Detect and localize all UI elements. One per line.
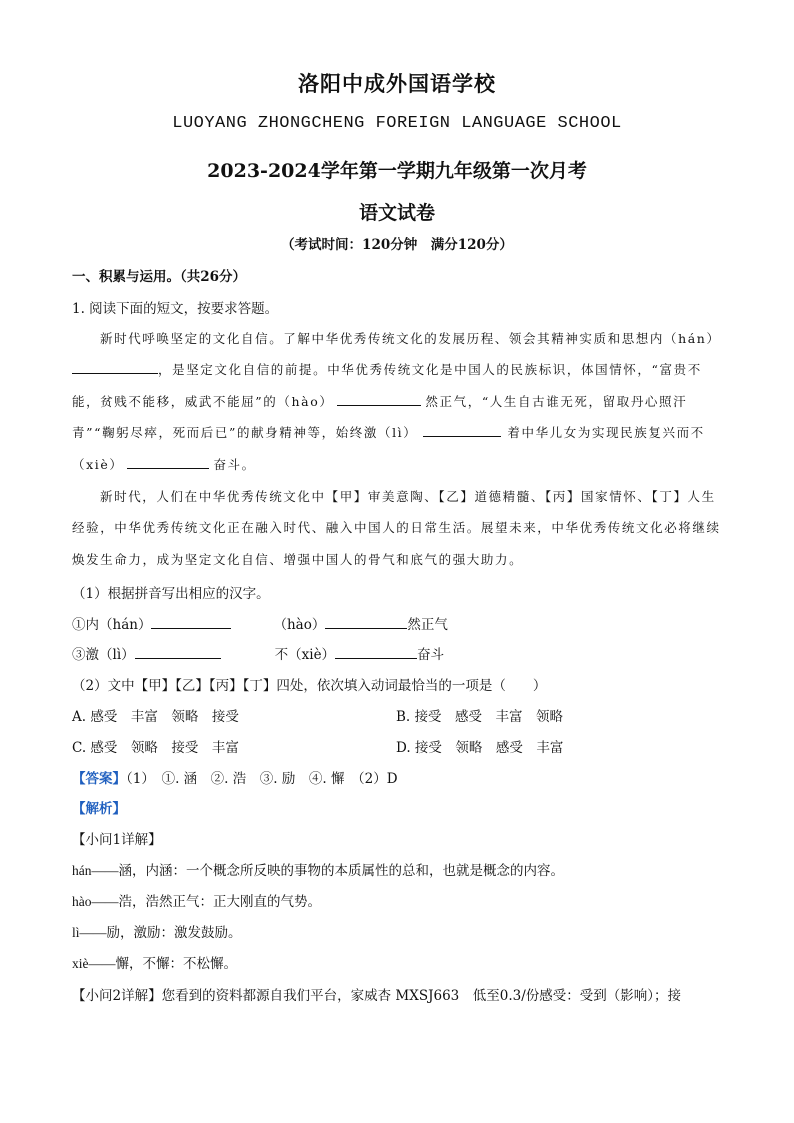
passage-line: （xiè） 奋斗。 [72, 457, 256, 472]
sub-question-1: （1）根据拼音写出相应的汉字。 [72, 586, 270, 602]
analysis-subtitle: 【小问1详解】 [72, 832, 162, 848]
answer-blank[interactable] [151, 616, 231, 629]
analysis-text: 您看到的资料都源自我们平台，家威杏 MXSJ663 低至0.3/份感受：受到（影响）；接 [161, 988, 682, 1004]
pinyin-row: ③激（lì） 不（xiè） 奋斗 [72, 647, 445, 663]
analysis-label: 【解析】 [72, 801, 126, 817]
question-stem: 1. 阅读下面的短文，按要求答题。 [72, 301, 279, 317]
passage-line: ，是坚定文化自信的前提。中华优秀传统文化是中国人的民族标识，体国情怀，“富贵不 [72, 360, 702, 378]
passage-line: 新时代呼唤坚定的文化自信。了解中华优秀传统文化的发展历程、领会其精神实质和思想内（hán） [100, 331, 721, 346]
option-c[interactable]: C. 感受 领略 接受 丰富 [72, 740, 239, 756]
analysis-line: hán——涵，内涵：一个概念所反映的事物的本质属性的总和，也就是概念的内容。 [72, 863, 564, 878]
answer-text: （1） ①. 涵 ②. 浩 ③. 励 ④. 懈 （2）D [126, 771, 398, 787]
answer-blank[interactable] [337, 393, 421, 406]
pinyin-row: ①内（hán） （hào） 然正气 [72, 617, 448, 633]
school-name-en: LUOYANG ZHONGCHENG FOREIGN LANGUAGE SCHOOL [172, 114, 622, 133]
analysis-line: lì——励，激励：激发鼓励。 [72, 925, 242, 940]
analysis-subtitle: 【小问2详解】 [72, 988, 162, 1004]
answer-label: 【答案】 [72, 771, 126, 787]
option-a[interactable]: A. 感受 丰富 领略 接受 [72, 709, 239, 725]
answer-blank[interactable] [135, 646, 221, 659]
passage-line: 新时代，人们在中华优秀传统文化中【甲】审美意陶、【乙】道德精髓、【丙】国家情怀、【丁】人生 [100, 489, 716, 504]
subject-title: 语文试卷 [358, 202, 435, 224]
answer-blank[interactable] [325, 616, 407, 629]
answer-blank[interactable] [335, 646, 417, 659]
analysis-line: xiè——懈，不懈：不松懈。 [72, 956, 237, 971]
passage-line: 能，贫贱不能移，威武不能屈”的（hào） 然正气，“人生自古谁无死，留取丹心照汗 [72, 394, 688, 409]
analysis-row [72, 984, 681, 1004]
section-title: 一、积累与运用。（共26分） [72, 269, 247, 285]
passage-line: 焕发生命力，成为坚定文化自信、增强中国人的骨气和底气的强大助力。 [72, 552, 524, 567]
option-b[interactable]: B. 接受 感受 丰富 领略 [396, 709, 564, 725]
answer-blank[interactable] [423, 424, 501, 437]
answer-blank[interactable] [72, 361, 158, 374]
passage-line: 青”“鞠躬尽瘁，死而后已”的献身精神等，始终激（lì） 着中华儿女为实现民族复兴而不 [72, 425, 705, 440]
answer-blank[interactable] [127, 456, 209, 469]
option-d[interactable]: D. 接受 领略 感受 丰富 [396, 740, 564, 756]
exam-time-info: （考试时间：120分钟 满分120分） [281, 237, 513, 253]
analysis-line: hào——浩，浩然正气：正大刚直的气势。 [72, 894, 321, 909]
passage-line: 经验，中华优秀传统文化正在融入时代、融入中国人的日常生活。展望未来，中华优秀传统文化必将继续 [72, 520, 721, 535]
exam-title: 2023-2024学年第一学期九年级第一次月考 [207, 160, 587, 182]
school-name-cn: 洛阳中成外国语学校 [298, 71, 496, 96]
sub-question-2: （2）文中【甲】【乙】【丙】【丁】四处，依次填入动词最恰当的一项是（ ） [72, 678, 547, 694]
answer-row [72, 767, 398, 787]
